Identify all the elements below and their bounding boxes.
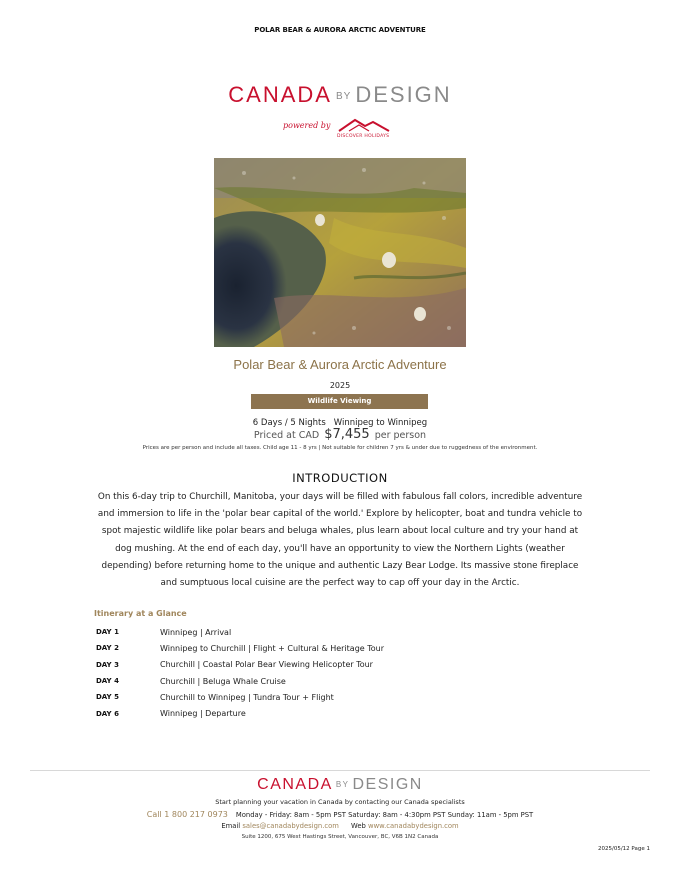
price-fine-print: Prices are per person and include all taxes. Child age 11 - 8 yrs | Not suitable for children 7 yrs & under due to ruggedness of the environment. xyxy=(142,445,538,451)
document-title: POLAR BEAR & AURORA ARCTIC ADVENTURE xyxy=(254,26,426,34)
brand-canada: CANADA xyxy=(228,82,332,107)
phone-link[interactable]: Call 1 800 217 0973 xyxy=(146,810,228,819)
itinerary-row xyxy=(96,689,576,705)
itinerary-row xyxy=(96,624,576,640)
footer-tagline: Start planning your vacation in Canada by contacting our Canada specialists xyxy=(215,798,465,806)
footer-brand-design: DESIGN xyxy=(352,776,423,793)
web-label: Web xyxy=(351,822,366,830)
footer-address: Suite 1200, 675 West Hastings Street, Vancouver, BC, V6B 1N2 Canada xyxy=(241,834,439,840)
intro-heading: INTRODUCTION xyxy=(292,471,388,485)
footer-brand-by: BY xyxy=(335,780,350,789)
footer-contact-hours xyxy=(0,810,680,819)
itinerary-row xyxy=(96,705,576,721)
trip-price xyxy=(0,427,680,442)
trip-title: Polar Bear & Aurora Arctic Adventure xyxy=(233,357,447,372)
route-text: Winnipeg to Winnipeg xyxy=(333,418,428,428)
powered-by-text: powered by xyxy=(283,121,331,130)
brand-design: DESIGN xyxy=(355,82,452,107)
business-hours: Monday - Friday: 8am - 5pm PST Saturday: 8am - 4:30pm PST Sunday: 11am - 5pm PST xyxy=(235,811,534,819)
footer-divider xyxy=(30,770,650,771)
price-suffix: per person xyxy=(374,430,427,441)
day-label: DAY 3 xyxy=(96,660,119,669)
email-label: Email xyxy=(221,822,241,830)
day-description: Winnipeg | Arrival xyxy=(160,627,232,637)
hero-photo xyxy=(214,158,466,347)
partner-name: DISCOVER HOLIDAYS xyxy=(337,134,390,139)
day-label: DAY 4 xyxy=(96,677,119,686)
email-link[interactable]: sales@canadabydesign.com xyxy=(242,822,339,830)
category-badge: Wildlife Viewing xyxy=(251,394,428,409)
footer-brand-canada: CANADA xyxy=(257,776,333,793)
trip-year: 2025 xyxy=(329,381,351,390)
duration-text: 6 Days / 5 Nights xyxy=(252,418,326,428)
day-description: Winnipeg | Departure xyxy=(160,709,246,719)
itinerary-row xyxy=(96,673,576,689)
day-label: DAY 1 xyxy=(96,628,119,637)
footer-email-web xyxy=(0,822,680,830)
itinerary-list xyxy=(96,624,576,722)
day-label: DAY 2 xyxy=(96,644,119,653)
powered-by-logo xyxy=(283,117,403,143)
price-prefix: Priced at CAD xyxy=(253,430,320,441)
footer-brand-logo xyxy=(0,776,680,794)
day-description: Churchill | Coastal Polar Bear Viewing Helicopter Tour xyxy=(160,660,373,670)
price-amount: $7,455 xyxy=(324,427,370,442)
day-description: Churchill | Beluga Whale Cruise xyxy=(160,676,286,686)
itinerary-row xyxy=(96,640,576,656)
page-info: 2025/05/12 Page 1 xyxy=(597,846,650,852)
day-description: Winnipeg to Churchill | Flight + Cultural & Heritage Tour xyxy=(160,643,385,653)
web-link[interactable]: www.canadabydesign.com xyxy=(368,822,459,830)
day-label: DAY 6 xyxy=(96,709,119,718)
day-label: DAY 5 xyxy=(96,693,119,702)
brand-by: BY xyxy=(335,91,352,102)
itinerary-heading: Itinerary at a Glance xyxy=(94,609,187,618)
mountain-logo-icon xyxy=(335,117,397,135)
brand-logo xyxy=(0,82,680,108)
itinerary-row xyxy=(96,657,576,673)
intro-body: On this 6-day trip to Churchill, Manitoba, your days will be filled with fabulous fall colors, incredible adventure and immersion to life in the 'polar bear capital of the world.' Explore by helicopter, boat and tundra vehicle to spot majestic wildlife like polar bears and beluga whales, plus learn about local culture and try your hand at dog mushing. At the end of each day, you'll have an opportunity to view the Northern Lights (weather depending) before returning home to the unique and authentic Lazy Bear Lodge. Its massive stone fireplace and sumptuous local cuisine are the perfect way to cap off your day in the Arctic. xyxy=(97,492,583,589)
day-description: Churchill to Winnipeg | Tundra Tour + Flight xyxy=(160,692,334,702)
